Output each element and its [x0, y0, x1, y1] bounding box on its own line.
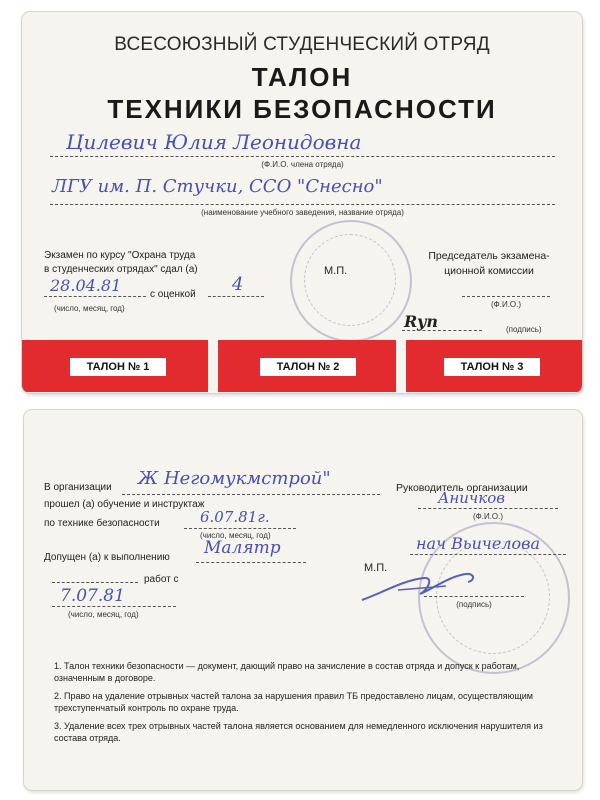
member-name-caption: (Ф.И.О. члена отряда) — [261, 160, 344, 169]
org-label: В организации — [44, 482, 112, 493]
exam-date-line — [44, 296, 146, 297]
official-stamp-inner-ring — [304, 234, 396, 326]
head-name-line — [418, 508, 558, 509]
coupon-2-label[interactable]: ТАЛОН № 2 — [260, 358, 356, 376]
chairman-signature: Ryn — [404, 312, 438, 331]
exam-date-handwritten: 28.04.81 — [50, 276, 122, 295]
works-from-date-handwritten: 7.07.81 — [60, 586, 125, 606]
title-line1: ТАЛОН — [251, 62, 353, 92]
works-from-date-caption: (число, месяц, год) — [68, 610, 139, 619]
chairman-signature-line — [402, 330, 482, 331]
works-from-label: работ с — [144, 574, 179, 585]
org-line — [122, 494, 380, 495]
safety-label: по технике безопасности — [44, 518, 160, 529]
works-from-date-line — [52, 606, 176, 607]
admitted-label: Допущен (а) к выполнению — [44, 552, 170, 563]
head-label: Руководитель организации — [396, 482, 528, 494]
stamp-place-label: М.П. — [324, 265, 348, 277]
institution-caption: (наименование учебного заведения, название отряда) — [201, 208, 404, 217]
trained-label: прошел (а) обучение и инструктаж — [44, 499, 205, 510]
safety-date-line — [184, 528, 296, 529]
title-line2: ТЕХНИКИ БЕЗОПАСНОСТИ — [107, 94, 497, 124]
signature-caption: (подпись) — [506, 325, 542, 334]
coupon-1-label[interactable]: ТАЛОН № 1 — [70, 358, 166, 376]
note-3: 3. Удаление всех трех отрывных частей талона является основанием для немедленного исключения нарушителя из состава отряда. — [54, 721, 543, 743]
exam-label-line2: в студенческих отрядах" сдал (а) — [44, 264, 198, 275]
institution-handwritten: ЛГУ им. П. Стучки, ССО "Снесно" — [52, 176, 383, 197]
with-grade-label: с оценкой — [150, 289, 196, 300]
exam-date-caption: (число, месяц, год) — [54, 304, 125, 313]
admitted-line — [196, 562, 306, 563]
exam-label-line1: Экзамен по курсу "Охрана труда — [44, 250, 196, 261]
chairman-label-line1: Председатель экзамена- — [428, 250, 550, 262]
coupon-3-label[interactable]: ТАЛОН № 3 — [444, 358, 540, 376]
member-name-line — [50, 156, 555, 157]
org-value-handwritten: Ж Негомукмстрой" — [138, 468, 331, 489]
institution-line — [50, 204, 555, 205]
org-title: ВСЕСОЮЗНЫЙ СТУДЕНЧЕСКИЙ ОТРЯД — [114, 34, 490, 55]
grade-handwritten: 4 — [232, 274, 244, 295]
note-1: 1. Талон техники безопасности — документ, дающий право на зачисление в состав отряда и допуск к работам, означенным в договоре. — [54, 661, 520, 683]
head-fio-caption: (Ф.И.О.) — [472, 512, 504, 521]
works-blank-line — [52, 582, 138, 583]
head-signature-line — [424, 596, 524, 597]
chairman-fio-caption: (Ф.И.О.) — [490, 300, 522, 309]
member-name-handwritten: Цилевич Юлия Леонидовна — [66, 130, 362, 154]
safety-date-caption: (число, месяц, год) — [200, 531, 271, 540]
admitted-value-handwritten: Малятр — [204, 538, 281, 558]
chairman-fio-line — [462, 296, 550, 297]
safety-date-handwritten: 6.07.81г. — [200, 508, 270, 526]
stamp-place-label-back: М.П. — [364, 562, 388, 574]
chairman-label-line2: ционной комиссии — [444, 265, 534, 277]
head-signature-caption: (подпись) — [456, 600, 492, 609]
grade-line — [208, 296, 264, 297]
coupon-back-card — [24, 410, 582, 790]
head-title-line — [410, 554, 566, 555]
coupon-front-card — [22, 12, 582, 393]
note-2: 2. Право на удаление отрывных частей талона за нарушения правил ТБ предоставлено лицам, осуществляющим трехступенчатый контроль по охране труда. — [54, 691, 533, 713]
head-name-handwritten: Аничков — [438, 489, 505, 507]
head-title-handwritten: нач Вьичелова — [416, 534, 540, 553]
